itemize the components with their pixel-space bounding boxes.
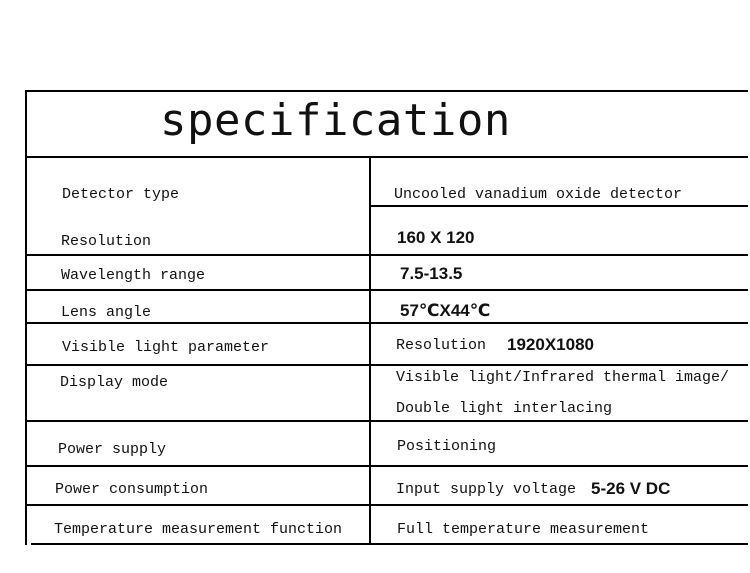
column-divider — [369, 156, 371, 545]
value-temperature-measurement: Full temperature measurement — [397, 521, 650, 538]
label-power-consumption: Power consumption — [55, 481, 209, 498]
specification-table — [25, 90, 748, 545]
title-divider — [25, 156, 748, 158]
value-prefix-visible-light: Resolution — [396, 337, 487, 354]
table-left-border — [25, 90, 27, 545]
label-wavelength-range: Wavelength range — [61, 267, 206, 284]
label-display-mode: Display mode — [60, 374, 169, 391]
value-detector-type: Uncooled vanadium oxide detector — [394, 186, 683, 203]
value-display-mode: Visible light/Infrared thermal image/ — [396, 369, 730, 386]
label-power-supply: Power supply — [58, 441, 167, 458]
row-separator — [25, 504, 748, 506]
value-prefix-power-consumption: Input supply voltage — [396, 481, 577, 498]
value-power-supply: Positioning — [397, 438, 497, 455]
table-top-border — [25, 90, 748, 92]
row-separator — [25, 254, 748, 256]
value-visible-light-parameter: 1920X1080 — [507, 335, 594, 354]
value-wavelength-range: 7.5-13.5 — [400, 264, 463, 283]
label-resolution: Resolution — [61, 233, 152, 250]
label-visible-light-parameter: Visible light parameter — [62, 339, 270, 356]
value-resolution: 160 X 120 — [397, 228, 475, 247]
label-temperature-measurement: Temperature measurement function — [54, 521, 343, 538]
row-separator — [25, 289, 748, 291]
row-separator — [25, 364, 748, 366]
value-lens-angle: 57℃X44℃ — [400, 301, 491, 320]
row-separator — [369, 205, 748, 207]
label-detector-type: Detector type — [62, 186, 180, 203]
table-bottom-border — [31, 543, 748, 545]
row-separator — [25, 465, 748, 467]
value-display-mode-line2: Double light interlacing — [396, 400, 613, 417]
row-separator — [25, 420, 748, 422]
table-title: specification — [160, 95, 511, 146]
value-power-consumption: 5-26 V DC — [591, 479, 671, 498]
label-lens-angle: Lens angle — [61, 304, 152, 321]
